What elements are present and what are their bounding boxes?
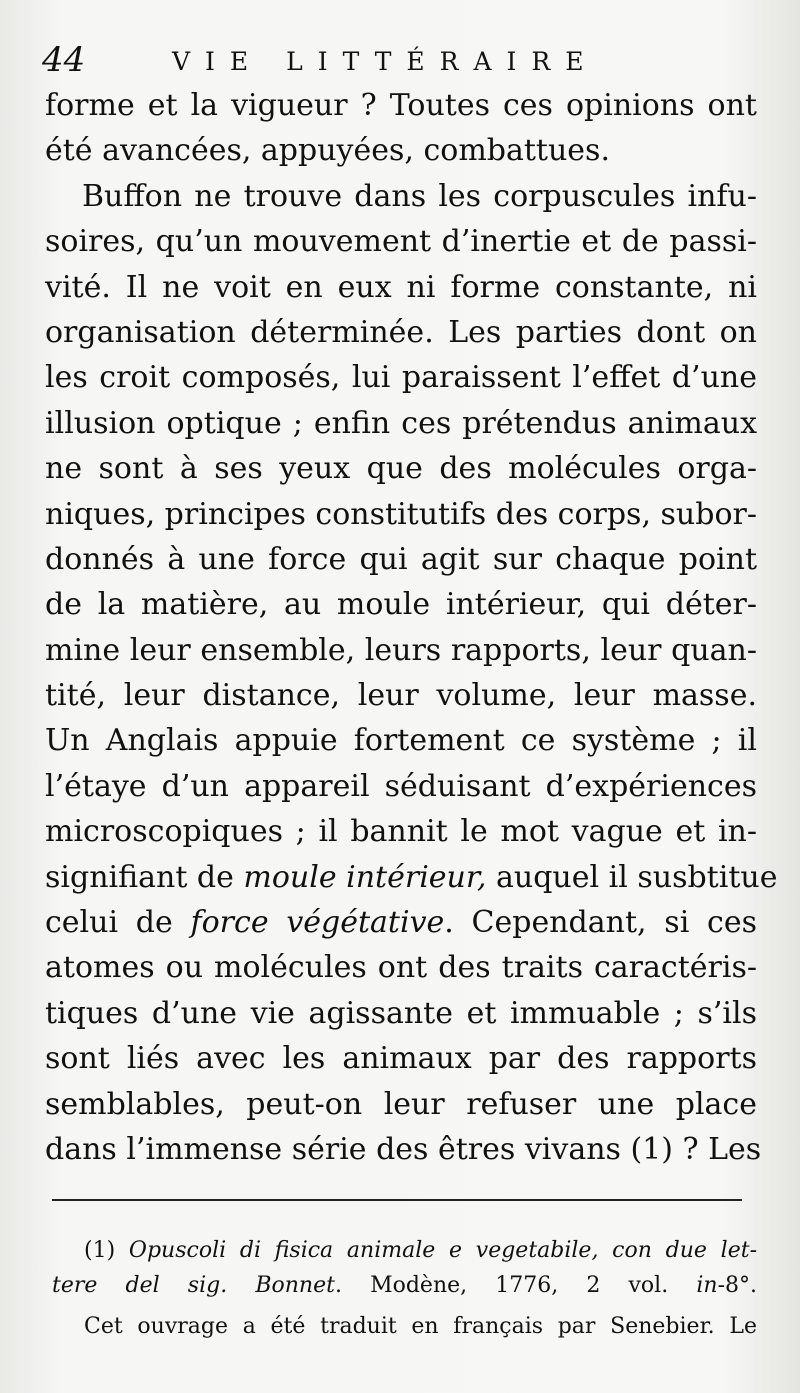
page-header [42,40,762,80]
text-line: celui de force végétative. Cependant, si ces [45,905,757,941]
text-line: atomes ou molécules ont des traits caractéris- [45,950,757,986]
text-line: donnés à une force qui agit sur chaque point [45,541,757,577]
text-line: sont liés avec les animaux par des rapports [45,1041,757,1077]
text-line: l’étaye d’un appareil séduisant d’expériences [45,768,757,804]
footnote-line: (1) Opuscoli di fisica animale e vegetabile, con due let- [84,1238,757,1263]
body-text [45,83,778,1172]
page-number: 44 [42,40,86,80]
text-line: microscopiques ; il bannit le mot vague et in- [45,814,757,850]
text-line: été avancées, appuyées, combattues. [45,133,610,169]
footnote-separator [52,1199,742,1201]
text-line: semblables, peut-on leur refuser une place [45,1086,757,1122]
text-line: ne sont à ses yeux que des molécules orga- [45,451,757,487]
text-line: signifiant de moule intérieur, auquel il susbtitue [45,859,778,895]
text-line: forme et la vigueur ? Toutes ces opinions ont [45,88,757,123]
running-title: VIE LITTÉRAIRE [172,47,599,76]
footnote-marker: (1) [84,1238,116,1263]
text-line: niques, principes constitutifs des corps, subor- [45,496,757,532]
text-line: de la matière, au moule intérieur, qui déter- [45,587,757,623]
footnote-line: tere del sig. Bonnet. Modène, 1776, 2 vol. in-8°. [52,1273,757,1298]
text-line: les croit composés, lui paraissent l’effet d’une [45,360,757,396]
text-line: vité. Il ne voit en eux ni forme constante, ni [45,269,757,305]
text-line: illusion optique ; enfin ces prétendus animaux [45,405,757,441]
text-line: mine leur ensemble, leurs rapports, leur quan- [45,632,757,668]
text-line: Buffon ne trouve dans les corpuscules infu- [82,178,757,214]
text-line: organisation déterminée. Les parties dont on [45,314,757,350]
text-line: Un Anglais appuie fortement ce système ; il [45,723,757,759]
italic-term: moule intérieur, [243,859,487,895]
italic-term: force végétative [190,905,445,941]
footnotes [52,1233,757,1344]
text-line: soires, qu’un mouvement d’inertie et de passi- [45,224,757,260]
text-line: dans l’immense série des êtres vivans (1) ? Les [45,1131,762,1167]
footnote-line: Cet ouvrage a été traduit en français par Senebier. Le [84,1314,757,1339]
text-line: tiques d’une vie agissante et immuable ; s’ils [45,995,757,1031]
text-line: tité, leur distance, leur volume, leur masse. [45,678,757,714]
